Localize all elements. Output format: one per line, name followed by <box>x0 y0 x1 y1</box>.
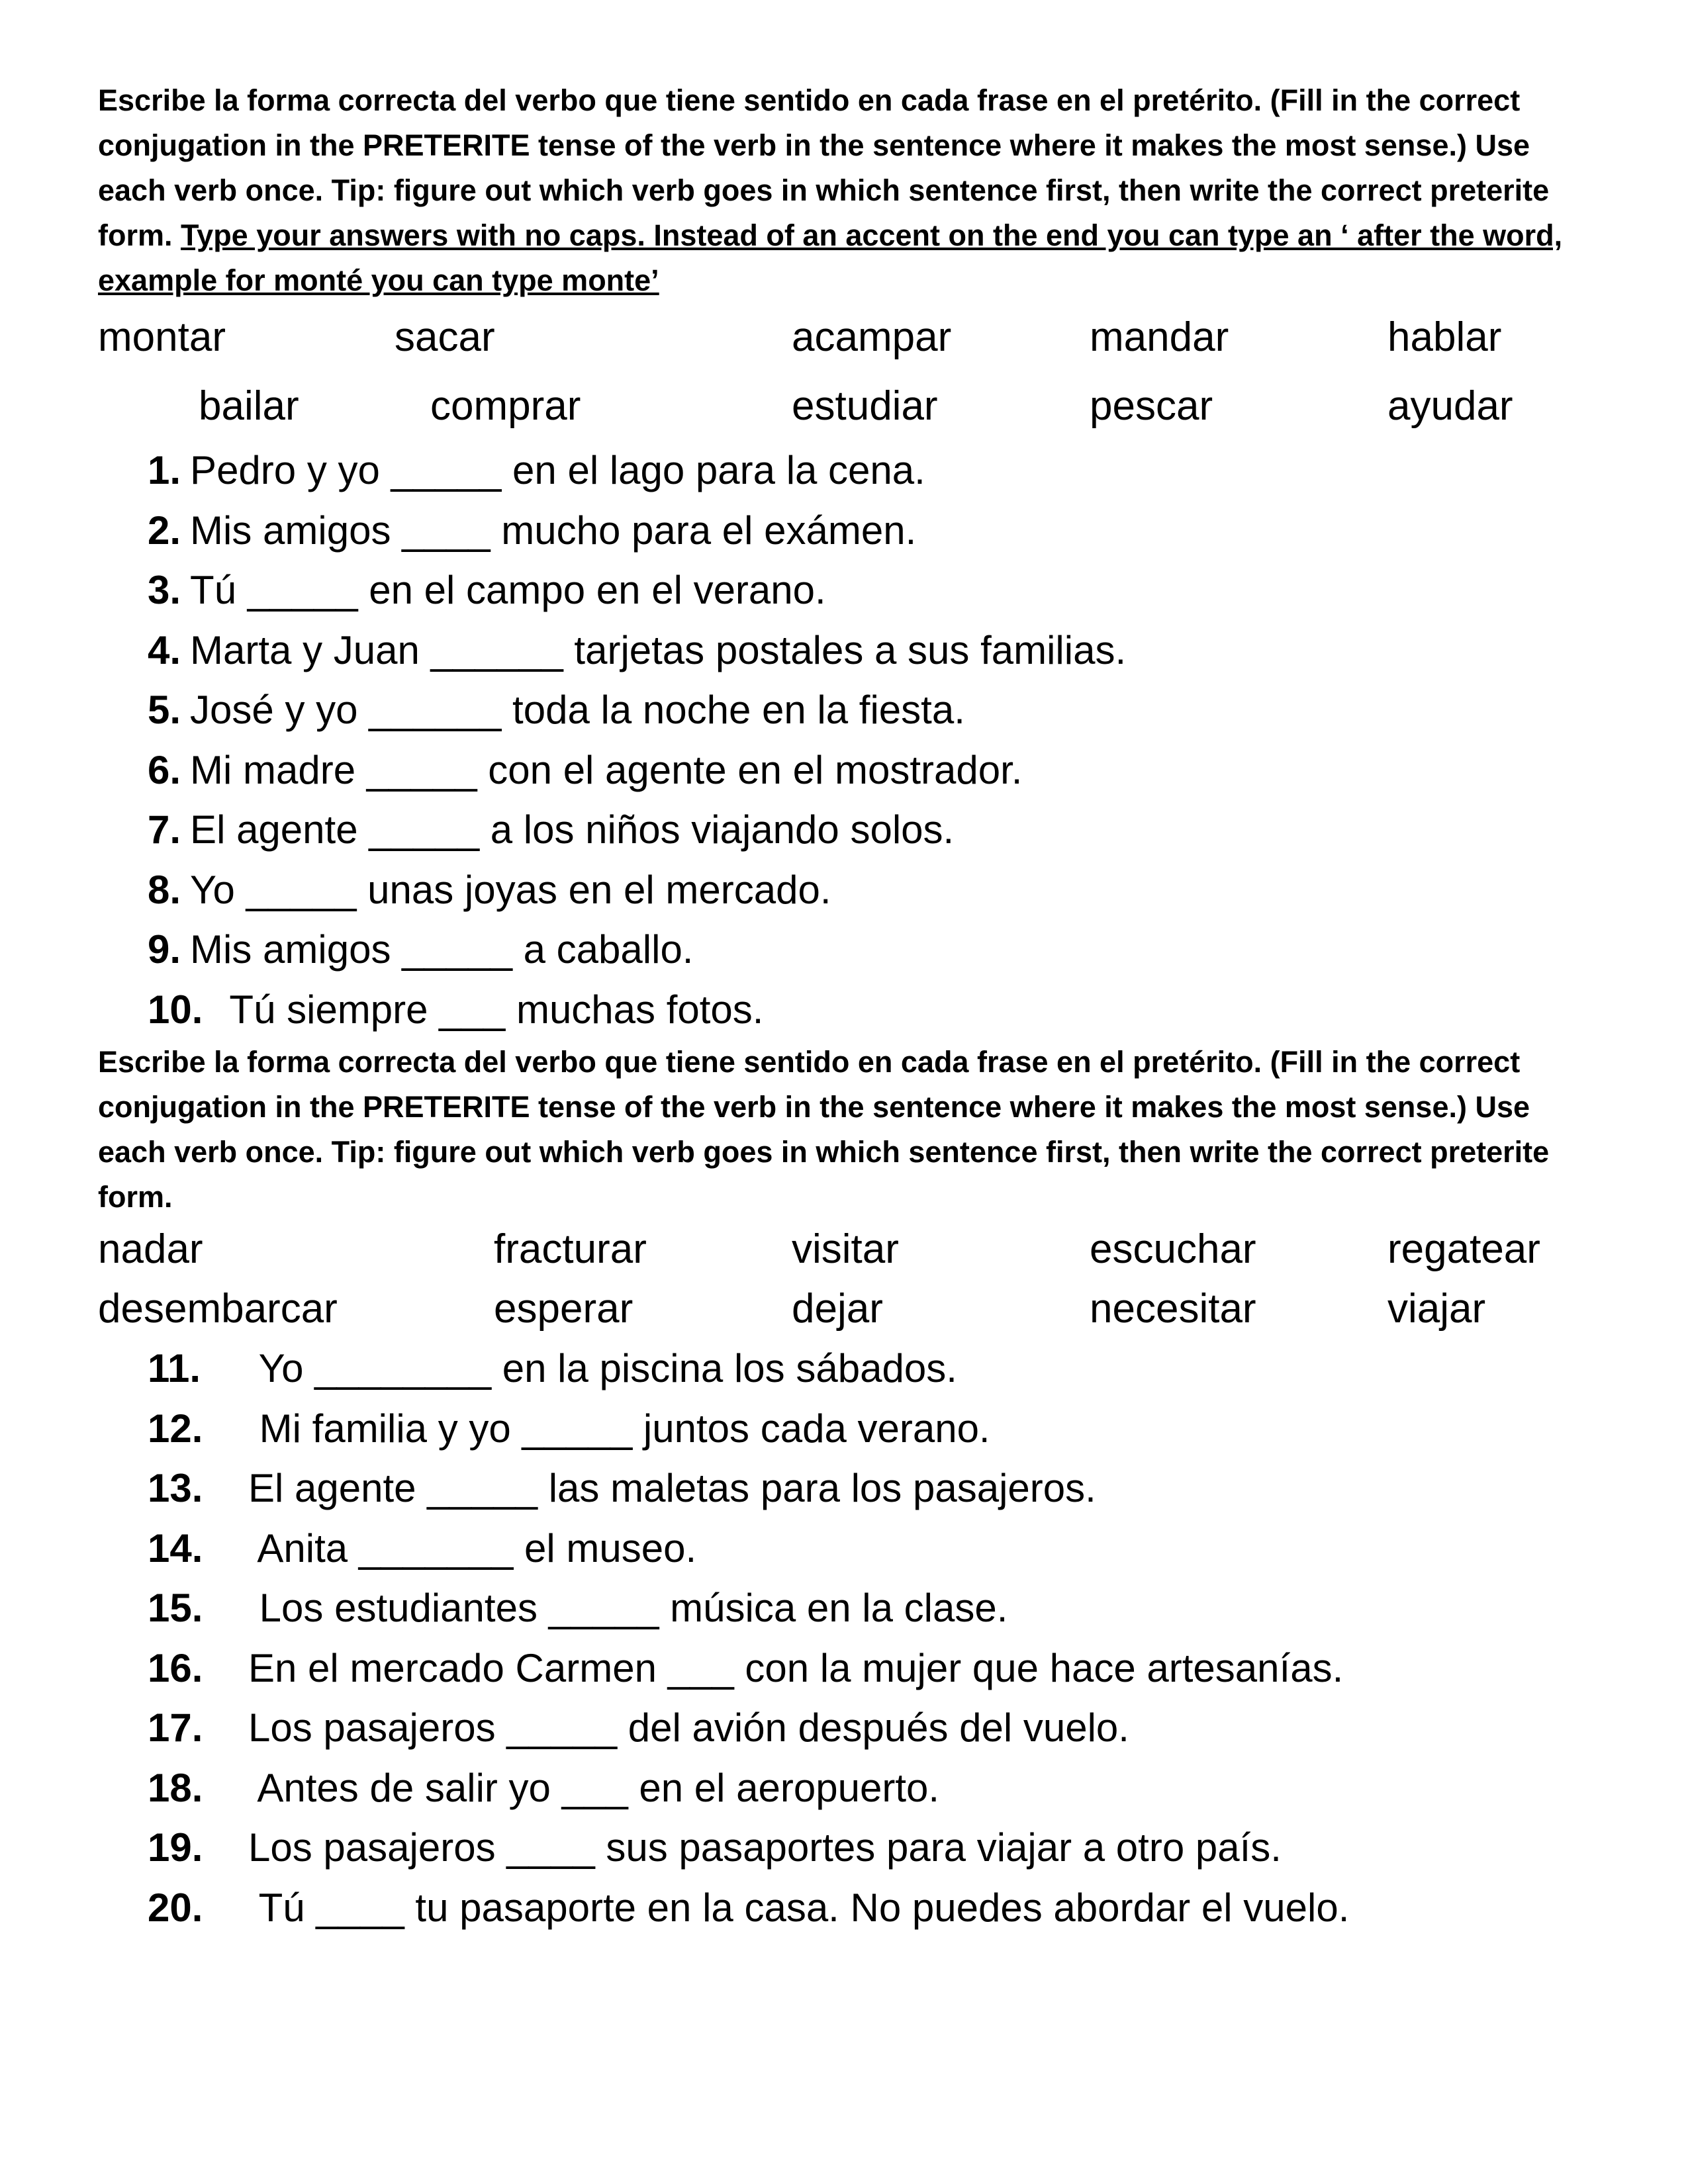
exercise-item <box>98 1399 1601 1459</box>
item-sentence[interactable]: José y yo ______ toda la noche en la fiesta. <box>190 688 965 732</box>
instructions-text: Escribe la forma correcta del verbo que tiene sentido en cada frase en el pretérito. (Fill in the correct conjugation in the PRETERITE tense of the verb in the sentence where it makes the most sense.) Use each verb once. Tip: figure out which verb goes in which sentence first, then write the correct preterite form. <box>98 1045 1550 1214</box>
item-number: 1. <box>148 448 181 492</box>
exercise-item <box>98 860 1601 921</box>
verb-word: visitar <box>792 1226 899 1272</box>
worksheet-page <box>98 78 1601 1938</box>
exercise-item <box>98 920 1601 980</box>
item-number: 6. <box>148 747 181 792</box>
verb-word: montar <box>98 314 226 360</box>
exercise-item <box>98 1339 1601 1399</box>
item-sentence[interactable]: Yo _____ unas joyas en el mercado. <box>190 867 831 912</box>
item-sentence[interactable]: Tú ____ tu pasaporte en la casa. No puedes abordar el vuelo. <box>248 1885 1350 1930</box>
verb-word: desembarcar <box>98 1286 338 1332</box>
item-number: 11. <box>148 1346 201 1390</box>
item-sentence[interactable]: Pedro y yo _____ en el lago para la cena. <box>190 448 925 492</box>
exercise-list-2 <box>98 1339 1601 1938</box>
item-sentence[interactable]: Tú _____ en el campo en el verano. <box>190 568 826 612</box>
exercise-item <box>98 980 1601 1040</box>
verb-word: mandar <box>1090 314 1229 360</box>
item-number: 4. <box>148 627 181 672</box>
verb-word: estudiar <box>792 383 938 429</box>
item-sentence[interactable]: Mis amigos _____ a caballo. <box>190 927 694 972</box>
item-sentence[interactable]: Los estudiantes _____ música en la clase. <box>248 1586 1008 1630</box>
item-number: 12. <box>148 1406 203 1451</box>
item-sentence[interactable]: Mis amigos ____ mucho para el exámen. <box>190 508 917 553</box>
item-number: 9. <box>148 927 181 972</box>
item-number: 17. <box>148 1706 203 1750</box>
item-number: 13. <box>148 1466 203 1510</box>
instructions-text: Escribe la forma correcta del verbo que tiene sentido en cada frase en el pretérito. (Fill in the correct conjugation in the PRETERITE tense of the verb in the sentence where it makes the most sense.) Use each verb once. Tip: figure out which verb goes in which sentence first, then write the correct preterite form. <box>98 83 1550 252</box>
item-sentence[interactable]: Yo ________ en la piscina los sábados. <box>248 1346 957 1390</box>
verb-bank-2-row-1 <box>98 1220 1601 1279</box>
item-sentence[interactable]: Mi familia y yo _____ juntos cada verano. <box>248 1406 990 1451</box>
verb-word: regatear <box>1387 1226 1540 1272</box>
verb-word: bailar <box>199 383 299 429</box>
item-number: 5. <box>148 688 181 732</box>
item-sentence[interactable]: El agente _____ a los niños viajando solos. <box>190 807 955 852</box>
item-number: 2. <box>148 508 181 553</box>
item-number: 3. <box>148 568 181 612</box>
item-number: 15. <box>148 1586 203 1630</box>
exercise-item <box>98 800 1601 860</box>
verb-word: viajar <box>1387 1286 1486 1332</box>
exercise-item <box>98 1519 1601 1579</box>
exercise-item <box>98 1578 1601 1639</box>
verb-word: hablar <box>1387 314 1502 360</box>
verb-word: escuchar <box>1090 1226 1256 1272</box>
verb-bank-2-row-2 <box>98 1279 1601 1339</box>
exercise-item <box>98 1758 1601 1819</box>
item-sentence[interactable]: Anita _______ el museo. <box>248 1525 697 1570</box>
item-number: 20. <box>148 1885 203 1930</box>
exercise-item <box>98 1698 1601 1758</box>
item-number: 10. <box>148 987 203 1032</box>
item-sentence[interactable]: En el mercado Carmen ___ con la mujer que hace artesanías. <box>248 1645 1344 1690</box>
verb-word: acampar <box>792 314 952 360</box>
exercise-item <box>98 1878 1601 1938</box>
verb-word: fracturar <box>494 1226 647 1272</box>
instructions-section-1 <box>98 78 1601 303</box>
verb-word: ayudar <box>1387 383 1513 429</box>
item-sentence[interactable]: Los pasajeros _____ del avión después del vuelo. <box>248 1706 1129 1750</box>
item-sentence[interactable]: El agente _____ las maletas para los pasajeros. <box>248 1466 1096 1510</box>
exercise-item <box>98 741 1601 801</box>
verb-bank-1-row-1 <box>98 303 1601 372</box>
exercise-item <box>98 621 1601 681</box>
item-number: 14. <box>148 1525 203 1570</box>
verb-word: nadar <box>98 1226 203 1272</box>
verb-word: comprar <box>430 383 581 429</box>
exercise-list-1 <box>98 441 1601 1040</box>
item-number: 8. <box>148 867 181 912</box>
item-sentence[interactable]: Mi madre _____ con el agente en el mostrador. <box>190 747 1023 792</box>
verb-word: esperar <box>494 1286 633 1332</box>
verb-word: sacar <box>395 314 495 360</box>
item-number: 16. <box>148 1645 203 1690</box>
instructions-section-2 <box>98 1040 1601 1220</box>
exercise-item <box>98 1818 1601 1878</box>
exercise-item <box>98 441 1601 501</box>
item-number: 18. <box>148 1765 203 1810</box>
verb-word: pescar <box>1090 383 1213 429</box>
exercise-item <box>98 561 1601 621</box>
item-sentence[interactable]: Antes de salir yo ___ en el aeropuerto. <box>248 1765 940 1810</box>
item-sentence[interactable]: Los pasajeros ____ sus pasaportes para viajar a otro país. <box>248 1825 1282 1870</box>
instructions-underlined-note: Type your answers with no caps. Instead of an accent on the end you can type an ‘ after the word, example for monté you can type monte’ <box>98 218 1563 297</box>
exercise-item <box>98 1459 1601 1519</box>
item-number: 7. <box>148 807 181 852</box>
exercise-item <box>98 1639 1601 1699</box>
verb-word: dejar <box>792 1286 883 1332</box>
verb-bank-1-row-2 <box>98 372 1601 441</box>
verb-word: necesitar <box>1090 1286 1256 1332</box>
exercise-item <box>98 680 1601 741</box>
item-number: 19. <box>148 1825 203 1870</box>
item-sentence[interactable]: Marta y Juan ______ tarjetas postales a sus familias. <box>190 627 1127 672</box>
item-sentence[interactable]: Tú siempre ___ muchas fotos. <box>229 987 764 1032</box>
exercise-item <box>98 501 1601 561</box>
